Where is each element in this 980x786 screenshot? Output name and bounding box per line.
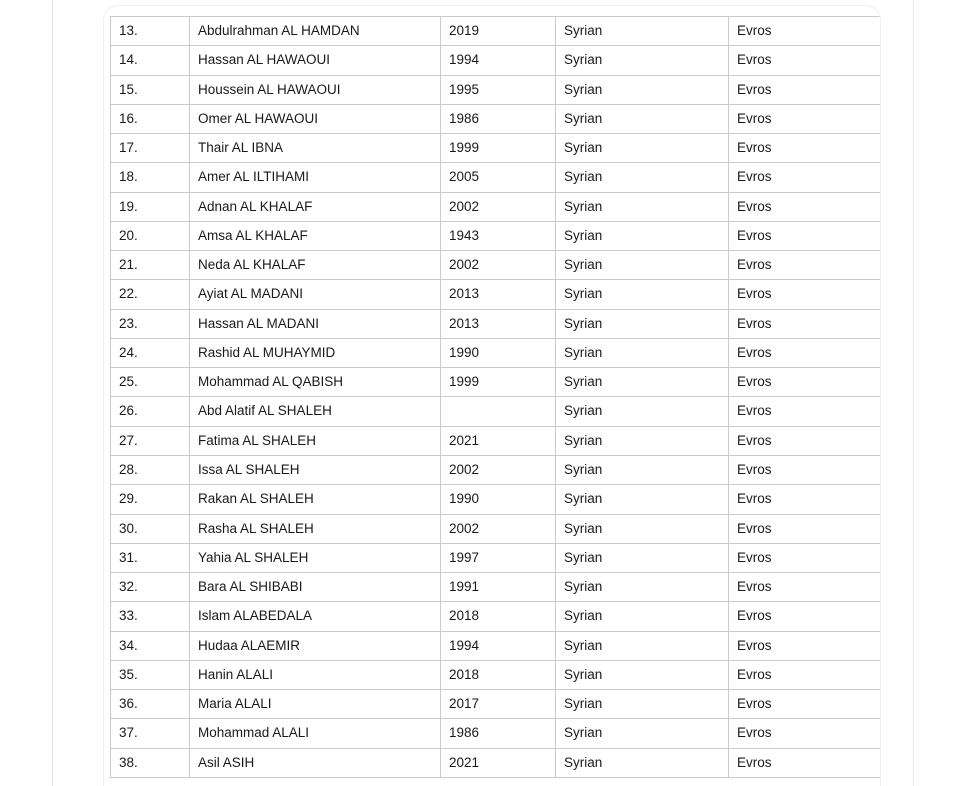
row-nationality: Syrian: [556, 17, 729, 46]
row-nationality: Syrian: [556, 309, 729, 338]
row-location: Evros: [729, 631, 881, 660]
table-row: [111, 631, 881, 660]
row-name: Mohammad ALALI: [190, 719, 441, 748]
row-location: Evros: [729, 368, 881, 397]
row-location: Evros: [729, 192, 881, 221]
row-number: 25.: [111, 368, 190, 397]
row-nationality: Syrian: [556, 251, 729, 280]
row-location: Evros: [729, 748, 881, 777]
row-name: Houssein AL HAWAOUI: [190, 75, 441, 104]
row-name: Abd Alatif AL SHALEH: [190, 397, 441, 426]
table-row: [111, 104, 881, 133]
row-location: Evros: [729, 660, 881, 689]
row-name: Ayiat AL MADANI: [190, 280, 441, 309]
row-nationality: Syrian: [556, 455, 729, 484]
row-nationality: Syrian: [556, 221, 729, 250]
row-number: 19.: [111, 192, 190, 221]
row-nationality: Syrian: [556, 660, 729, 689]
row-number: 22.: [111, 280, 190, 309]
row-location: Evros: [729, 251, 881, 280]
table-row: [111, 719, 881, 748]
row-year: 2017: [441, 690, 556, 719]
row-nationality: Syrian: [556, 631, 729, 660]
row-name: Hassan AL MADANI: [190, 309, 441, 338]
row-number: 33.: [111, 602, 190, 631]
row-name: Islam ALABEDALA: [190, 602, 441, 631]
table-row: [111, 690, 881, 719]
table-row: [111, 426, 881, 455]
row-name: Maria ALALI: [190, 690, 441, 719]
table-row: [111, 134, 881, 163]
row-year: 2002: [441, 455, 556, 484]
row-number: 38.: [111, 748, 190, 777]
row-location: Evros: [729, 46, 881, 75]
row-nationality: Syrian: [556, 426, 729, 455]
row-nationality: Syrian: [556, 748, 729, 777]
row-year: 1997: [441, 543, 556, 572]
row-year: 1990: [441, 485, 556, 514]
row-name: Rakan AL SHALEH: [190, 485, 441, 514]
row-location: Evros: [729, 690, 881, 719]
row-nationality: Syrian: [556, 134, 729, 163]
row-nationality: Syrian: [556, 543, 729, 572]
row-location: Evros: [729, 514, 881, 543]
row-year: 1986: [441, 104, 556, 133]
table-row: [111, 368, 881, 397]
table-row: [111, 485, 881, 514]
persons-table-body: [111, 17, 881, 778]
row-nationality: Syrian: [556, 163, 729, 192]
row-nationality: Syrian: [556, 368, 729, 397]
row-year: 2002: [441, 514, 556, 543]
row-nationality: Syrian: [556, 690, 729, 719]
row-name: Asil ASIH: [190, 748, 441, 777]
row-location: Evros: [729, 17, 881, 46]
row-number: 20.: [111, 221, 190, 250]
table-row: [111, 192, 881, 221]
row-nationality: Syrian: [556, 514, 729, 543]
row-nationality: Syrian: [556, 719, 729, 748]
table-row: [111, 46, 881, 75]
row-nationality: Syrian: [556, 573, 729, 602]
row-location: Evros: [729, 338, 881, 367]
table-row: [111, 397, 881, 426]
row-year: 2021: [441, 426, 556, 455]
row-number: 16.: [111, 104, 190, 133]
row-number: 24.: [111, 338, 190, 367]
document-sheet: [104, 6, 880, 786]
row-name: Hudaa ALAEMIR: [190, 631, 441, 660]
table-row: [111, 602, 881, 631]
table-row: [111, 17, 881, 46]
row-name: Mohammad AL QABISH: [190, 368, 441, 397]
row-name: Hassan AL HAWAOUI: [190, 46, 441, 75]
table-row: [111, 543, 881, 572]
row-number: 17.: [111, 134, 190, 163]
table-row: [111, 660, 881, 689]
row-year: 2018: [441, 660, 556, 689]
row-number: 18.: [111, 163, 190, 192]
persons-table: [110, 16, 880, 778]
row-name: Neda AL KHALAF: [190, 251, 441, 280]
table-row: [111, 309, 881, 338]
row-name: Yahia AL SHALEH: [190, 543, 441, 572]
row-year: 1999: [441, 368, 556, 397]
row-name: Hanin ALALI: [190, 660, 441, 689]
row-number: 28.: [111, 455, 190, 484]
row-year: 2002: [441, 251, 556, 280]
row-nationality: Syrian: [556, 280, 729, 309]
table-row: [111, 163, 881, 192]
row-name: Bara AL SHIBABI: [190, 573, 441, 602]
row-name: Adnan AL KHALAF: [190, 192, 441, 221]
page-edge-right: [913, 0, 914, 786]
row-nationality: Syrian: [556, 104, 729, 133]
row-location: Evros: [729, 221, 881, 250]
row-location: Evros: [729, 543, 881, 572]
row-location: Evros: [729, 573, 881, 602]
row-name: Omer AL HAWAOUI: [190, 104, 441, 133]
row-name: Abdulrahman AL HAMDAN: [190, 17, 441, 46]
row-name: Thair AL IBNA: [190, 134, 441, 163]
row-nationality: Syrian: [556, 192, 729, 221]
row-year: 1994: [441, 46, 556, 75]
row-year: 2013: [441, 280, 556, 309]
row-year: 2021: [441, 748, 556, 777]
row-location: Evros: [729, 719, 881, 748]
table-row: [111, 338, 881, 367]
table-row: [111, 280, 881, 309]
row-location: Evros: [729, 104, 881, 133]
row-location: Evros: [729, 75, 881, 104]
row-year: 1994: [441, 631, 556, 660]
row-nationality: Syrian: [556, 602, 729, 631]
row-number: 21.: [111, 251, 190, 280]
row-number: 36.: [111, 690, 190, 719]
table-row: [111, 75, 881, 104]
row-location: Evros: [729, 163, 881, 192]
table-row: [111, 573, 881, 602]
row-number: 13.: [111, 17, 190, 46]
row-nationality: Syrian: [556, 46, 729, 75]
row-name: Amsa AL KHALAF: [190, 221, 441, 250]
row-number: 23.: [111, 309, 190, 338]
row-year: 2018: [441, 602, 556, 631]
table-row: [111, 221, 881, 250]
row-year: 1986: [441, 719, 556, 748]
row-location: Evros: [729, 485, 881, 514]
row-number: 29.: [111, 485, 190, 514]
row-year: 2005: [441, 163, 556, 192]
row-year: 2019: [441, 17, 556, 46]
row-year: 1990: [441, 338, 556, 367]
row-location: Evros: [729, 134, 881, 163]
row-nationality: Syrian: [556, 338, 729, 367]
row-location: Evros: [729, 397, 881, 426]
table-row: [111, 748, 881, 777]
row-nationality: Syrian: [556, 397, 729, 426]
row-number: 37.: [111, 719, 190, 748]
row-number: 27.: [111, 426, 190, 455]
table-row: [111, 514, 881, 543]
row-name: Fatima AL SHALEH: [190, 426, 441, 455]
row-year: 1943: [441, 221, 556, 250]
row-name: Rashid AL MUHAYMID: [190, 338, 441, 367]
row-name: Issa AL SHALEH: [190, 455, 441, 484]
row-year: 1999: [441, 134, 556, 163]
row-location: Evros: [729, 280, 881, 309]
row-number: 14.: [111, 46, 190, 75]
row-number: 31.: [111, 543, 190, 572]
row-year: [441, 397, 556, 426]
row-nationality: Syrian: [556, 485, 729, 514]
page-edge-left: [52, 0, 53, 786]
row-number: 35.: [111, 660, 190, 689]
row-location: Evros: [729, 309, 881, 338]
row-number: 26.: [111, 397, 190, 426]
row-year: 2002: [441, 192, 556, 221]
row-location: Evros: [729, 455, 881, 484]
row-year: 2013: [441, 309, 556, 338]
row-year: 1991: [441, 573, 556, 602]
row-number: 30.: [111, 514, 190, 543]
row-number: 34.: [111, 631, 190, 660]
row-name: Amer AL ILTIHAMI: [190, 163, 441, 192]
row-number: 32.: [111, 573, 190, 602]
row-nationality: Syrian: [556, 75, 729, 104]
row-location: Evros: [729, 602, 881, 631]
table-row: [111, 251, 881, 280]
row-name: Rasha AL SHALEH: [190, 514, 441, 543]
table-row: [111, 455, 881, 484]
row-number: 15.: [111, 75, 190, 104]
row-location: Evros: [729, 426, 881, 455]
row-year: 1995: [441, 75, 556, 104]
